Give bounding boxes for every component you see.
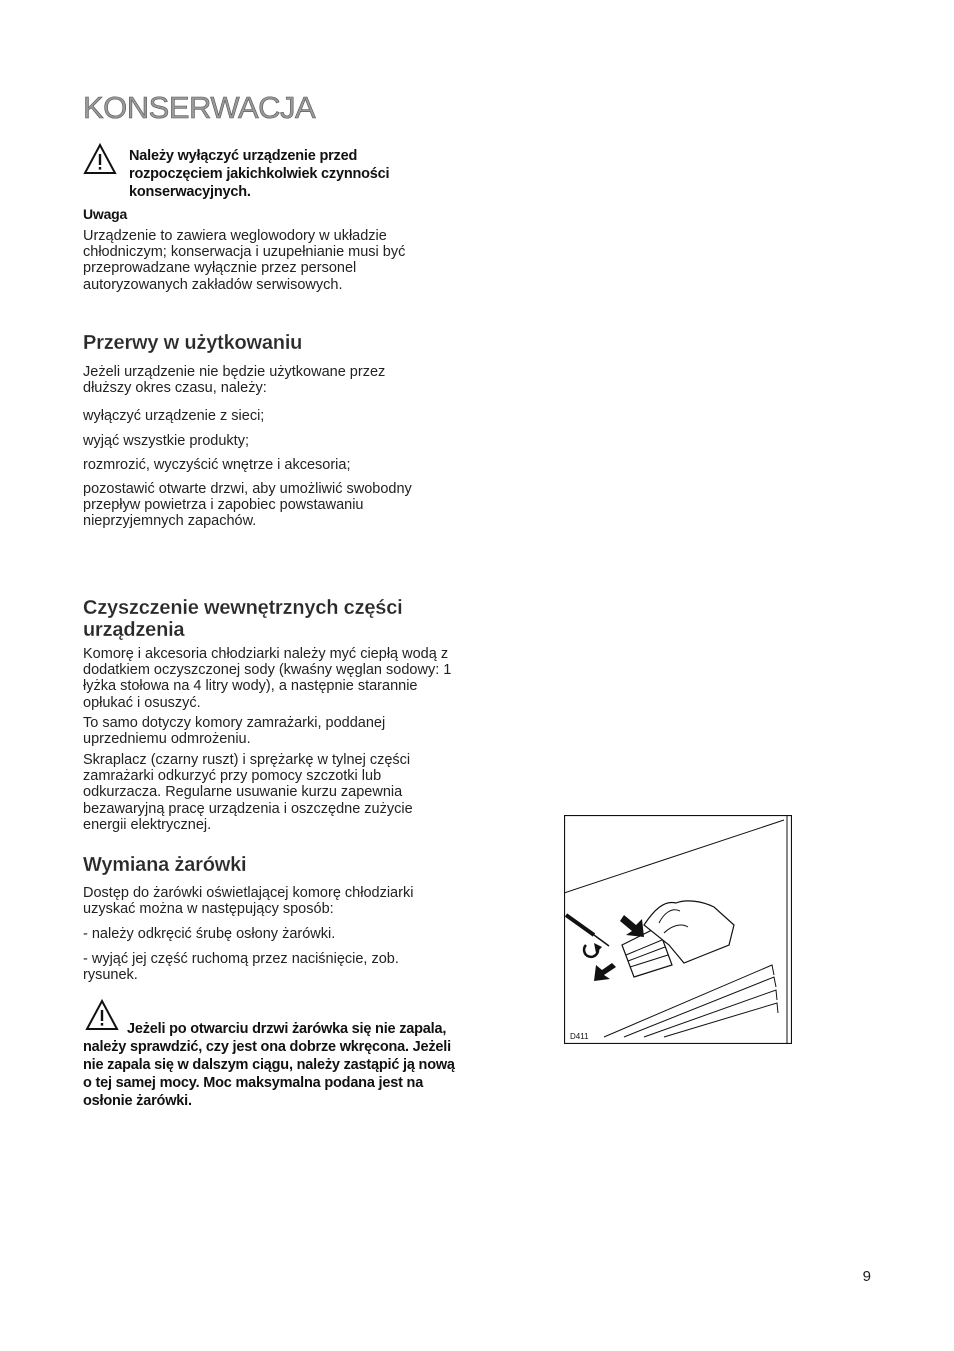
figure-label: D411 <box>570 1032 589 1041</box>
paragraph: Komorę i akcesoria chłodziarki należy myć ciepłą wodą z dodatkiem oczyszczonej sody (kwaśny węglan sodowy: 1 łyżka stołowa na 4 litry wody), a następnie starannie opłukać i osuszyć. <box>83 646 452 711</box>
step-item: - należy odkręcić śrubę osłony żarówki. <box>83 926 336 942</box>
section-heading-cleaning: Czyszczenie wewnętrznych części urządzenia <box>83 597 403 641</box>
page-number: 9 <box>862 1268 871 1285</box>
step-item: - wyjąć jej część ruchomą przez naciśnięcie, zob. rysunek. <box>83 951 399 984</box>
warning-text: Należy wyłączyć urządzenie przed rozpoczęciem jakichkolwiek czynności konserwacyjnych. <box>129 148 390 200</box>
paragraph: Skraplacz (czarny ruszt) i sprężarkę w tylnej części zamrażarki odkurzyć przy pomocy szczotki lub odkurzacza. Regularne usuwanie kurzu zapewnia bezawaryjną pracę urządzenia i oszczędne zużycie energii elektrycznej. <box>83 752 413 833</box>
warning-icon <box>83 143 117 175</box>
section-heading-interruptions: Przerwy w użytkowaniu <box>83 332 303 354</box>
list-item: wyłączyć urządzenie z sieci; <box>83 408 265 424</box>
bulb-warning-text: Jeżeli po otwarciu drzwi żarówka się nie zapala, należy sprawdzić, czy jest ona dobrze wkręcona. Jeżeli nie zapala się w dalszym ciągu, należy zastąpić ją nową o tej samej mocy. Moc maksymalna podana jest na osłonie żarówki. <box>83 1021 455 1109</box>
section-intro: Jeżeli urządzenie nie będzie użytkowane przez dłuższy okres czasu, należy: <box>83 364 386 397</box>
list-item: wyjąć wszystkie produkty; <box>83 433 249 449</box>
section-heading-bulb: Wymiana żarówki <box>83 854 247 876</box>
note-label: Uwaga <box>83 206 128 222</box>
section-intro: Dostęp do żarówki oświetlającej komorę chłodziarki uzyskać można w następujący sposób: <box>83 885 414 918</box>
paragraph: To samo dotyczy komory zamrażarki, poddanej uprzedniemu odmrożeniu. <box>83 715 386 748</box>
list-item: rozmrozić, wyczyścić wnętrze i akcesoria; <box>83 457 351 473</box>
list-item: pozostawić otwarte drzwi, aby umożliwić swobodny przepływ powietrza i zapobiec powstawaniu nieprzyjemnych zapachów. <box>83 481 412 530</box>
note-text: Urządzenie to zawiera weglowodory w układzie chłodniczym; konserwacja i uzupełnianie musi być przeprowadzane wyłącznie przez personel autoryzowanych zakładów serwisowych. <box>83 228 406 293</box>
bulb-replacement-illustration <box>564 815 792 1044</box>
page-title: KONSERWACJA <box>83 90 316 125</box>
